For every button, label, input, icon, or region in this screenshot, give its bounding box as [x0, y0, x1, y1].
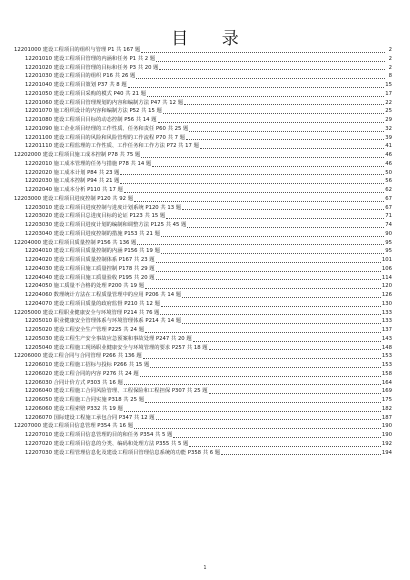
toc-entry-text: 12205030 建设工程生产安全事故应急预案和事故处理 P247 共 20 题 — [25, 335, 192, 342]
toc-entry-text: 12202020 施工成本计划 P84 共 23 题 — [25, 169, 120, 176]
toc-entry-text: 12201040 建设工程项目策划 P37 共 8 题 — [25, 82, 127, 88]
toc-entry-text: 12204000 建设工程项目质量控制 P156 共 136 题 — [14, 239, 137, 246]
toc-dot-leader — [156, 279, 381, 280]
toc-entry-text: 12201110 建设工程监理的工作性质、工作任务和工作方法 P72 共 17 题 — [25, 143, 199, 150]
toc-entry-page: 67 — [385, 195, 392, 202]
toc-entry-text: 12201030 建设工程项目的组织 P16 共 26 题 — [25, 73, 136, 80]
toc-dot-leader — [156, 271, 381, 272]
toc-section-row[interactable] — [14, 55, 392, 64]
toc-section-row[interactable] — [14, 177, 392, 186]
toc-entry-text: 12205040 建设工程施工现场职业健康安全与环境管理的要求 P257 共 18 题 — [25, 344, 208, 351]
toc-dot-leader — [134, 201, 384, 202]
toc-dot-leader — [143, 358, 381, 359]
toc-dot-leader — [187, 227, 384, 228]
toc-dot-leader — [182, 323, 381, 324]
toc-entry-text: 12204010 建设工程项目质量控制的内涵 P156 共 19 题 — [25, 248, 160, 255]
toc-dot-leader — [184, 104, 384, 105]
toc-section-row[interactable] — [14, 300, 392, 309]
toc-entry-page: 182 — [381, 405, 392, 412]
toc-entry-text: 12201100 建设工程项目的风险和风险管理的工作流程 P70 共 7 题 — [25, 134, 185, 141]
toc-dot-leader — [156, 61, 385, 62]
toc-section-row[interactable] — [14, 107, 392, 116]
toc-entry-page: 153 — [381, 362, 392, 368]
toc-entry-text: 12204060 数理统计方法在工程质量管理中的应用 P206 共 14 题 — [25, 292, 182, 298]
toc-dot-leader — [120, 183, 384, 184]
toc-entry-page: 25 — [385, 108, 392, 115]
toc-section-row[interactable] — [14, 90, 392, 99]
toc-section-row[interactable] — [14, 221, 392, 230]
page-title: 目 录 — [171, 29, 253, 49]
toc-section-row[interactable] — [14, 134, 392, 143]
toc-dot-leader — [189, 131, 384, 132]
toc-entry-text: 12205020 建设工程安全生产管理 P225 共 24 题 — [25, 327, 144, 333]
toc-section-row[interactable] — [14, 99, 392, 108]
toc-entry-page: 15 — [385, 82, 392, 88]
toc-entry-text: 12204070 建设工程项目质量的政府监督 P210 共 12 题 — [25, 300, 160, 307]
toc-entry-text: 12203020 建设工程项目总进度目标的论证 P123 共 15 题 — [25, 213, 166, 220]
toc-section-row[interactable] — [14, 317, 392, 326]
toc-dot-leader — [193, 341, 381, 342]
toc-dot-leader — [186, 139, 384, 140]
toc-dot-leader — [158, 122, 385, 123]
toc-section-row[interactable] — [14, 291, 392, 300]
toc-entry-page: 17 — [385, 90, 392, 97]
toc-entry-text: 12201060 建设工程项目管理规划的内容和编制方法 P47 共 12 题 — [25, 99, 183, 106]
toc-chapter-row[interactable] — [14, 151, 392, 160]
toc-entry-page: 2 — [388, 47, 392, 53]
toc-entry-page: 46 — [385, 152, 392, 158]
toc-entry-text: 12201050 建设工程项目采购的模式 P40 共 21 题 — [25, 90, 146, 97]
toc-section-row[interactable] — [14, 361, 392, 370]
page-number: 1 — [203, 565, 207, 571]
toc-dot-leader — [124, 411, 381, 412]
toc-entry-text: 12201010 建设工程项目管理的内涵和任务 P1 共 2 题 — [25, 55, 156, 62]
toc-entry-page: 192 — [381, 440, 392, 447]
toc-entry-text: 12204020 建设工程项目质量控制体系 P167 共 23 题 — [25, 257, 155, 263]
toc-entry-page: 190 — [381, 432, 392, 438]
toc-dot-leader — [173, 437, 380, 438]
toc-dot-leader — [163, 113, 384, 114]
toc-dot-leader — [124, 384, 381, 385]
table-of-contents — [14, 46, 392, 457]
toc-section-row[interactable] — [14, 405, 392, 414]
toc-section-row[interactable] — [14, 116, 392, 125]
toc-section-row[interactable] — [14, 125, 392, 134]
toc-entry-page: 133 — [381, 309, 392, 316]
toc-dot-leader — [200, 148, 384, 149]
toc-entry-text: 12207000 建设工程项目信息管理 P354 共 16 题 — [14, 423, 133, 430]
toc-section-row[interactable] — [14, 414, 392, 423]
toc-section-row[interactable] — [14, 335, 392, 344]
toc-entry-page: 8 — [388, 73, 392, 80]
toc-entry-page: 22 — [385, 99, 392, 106]
toc-dot-leader — [209, 393, 381, 394]
toc-entry-text: 12207010 建设工程项目信息管理的目的和任务 P354 共 5 题 — [25, 432, 173, 438]
toc-entry-page: 120 — [381, 283, 392, 290]
toc-section-row[interactable] — [14, 431, 392, 440]
toc-section-row[interactable] — [14, 449, 392, 458]
toc-dot-leader — [160, 314, 380, 315]
toc-entry-text: 12206050 建设工程施工合同实施 P318 共 25 题 — [25, 397, 144, 403]
toc-section-row[interactable] — [14, 370, 392, 379]
toc-chapter-row[interactable] — [14, 352, 392, 361]
toc-entry-text: 12201070 施工组织设计的内容和编制方法 P52 共 15 题 — [25, 108, 162, 115]
toc-entry-text: 12201000 建设工程项目的组织与管理 P1 共 167 题 — [14, 47, 141, 53]
toc-entry-page: 169 — [381, 388, 392, 395]
toc-entry-page: 95 — [385, 239, 392, 246]
toc-entry-text: 12206040 建设工程施工合同风险管理、工程保险和工程担保 P307 共 25 题 — [25, 388, 208, 395]
toc-dot-leader — [156, 419, 381, 420]
toc-entry-text: 12206000 建设工程合同与合同管理 P266 共 136 题 — [14, 353, 142, 360]
toc-section-row[interactable] — [14, 440, 392, 449]
toc-dot-leader — [141, 52, 385, 53]
toc-entry-text: 12203000 建设工程项目进度控制 P120 共 92 题 — [14, 195, 133, 202]
toc-dot-leader — [145, 332, 381, 333]
toc-entry-page: 143 — [381, 335, 392, 342]
toc-section-row[interactable] — [14, 142, 392, 151]
toc-section-row[interactable] — [14, 265, 392, 274]
toc-entry-page: 67 — [385, 204, 392, 211]
toc-entry-page: 114 — [381, 274, 392, 281]
toc-section-row[interactable] — [14, 387, 392, 396]
toc-entry-page: 148 — [381, 344, 392, 351]
toc-entry-page: 126 — [381, 292, 392, 298]
toc-chapter-row[interactable] — [14, 309, 392, 318]
toc-dot-leader — [147, 96, 384, 97]
toc-dot-leader — [182, 209, 384, 210]
toc-entry-text: 12206070 国际建设工程施工承包合同 P347 共 12 题 — [25, 414, 155, 421]
toc-dot-leader — [166, 218, 384, 219]
toc-entry-page: 137 — [381, 327, 392, 333]
toc-chapter-row[interactable] — [14, 195, 392, 204]
toc-entry-text: 12206010 建设工程施工招标与投标 P266 共 15 题 — [25, 362, 150, 368]
toc-section-row[interactable] — [14, 396, 392, 405]
toc-entry-page: 130 — [381, 300, 392, 307]
toc-entry-page: 2 — [388, 64, 392, 71]
toc-dot-leader — [161, 306, 381, 307]
toc-entry-page: 190 — [381, 423, 392, 430]
toc-entry-text: 12207030 建设工程管理信息化及建设工程项目管理信息系统的功能 P358 共 6 题 — [25, 449, 221, 456]
toc-entry-page: 62 — [385, 187, 392, 193]
toc-entry-text: 12201080 建设工程项目目标的动态控制 P56 共 14 题 — [25, 117, 157, 123]
toc-entry-text: 12205000 建设工程职业健康安全与环境管理 P214 共 76 题 — [14, 309, 160, 316]
toc-entry-page: 133 — [381, 318, 392, 325]
toc-dot-leader — [189, 446, 381, 447]
toc-entry-page: 29 — [385, 117, 392, 123]
toc-entry-text: 12201090 施工企业项目经理的工作性质、任务和责任 P60 共 25 题 — [25, 125, 189, 132]
toc-dot-leader — [134, 428, 381, 429]
toc-entry-text: 12201020 建设工程项目管理的目标和任务 P3 共 20 题 — [25, 64, 159, 71]
toc-dot-leader — [128, 87, 385, 88]
toc-entry-page: 90 — [385, 230, 392, 237]
toc-dot-leader — [159, 69, 385, 70]
toc-entry-page: 2 — [388, 55, 392, 62]
toc-entry-text: 12203030 建设工程项目进度计划的编制和调整方法 P125 共 45 题 — [25, 222, 187, 228]
toc-section-row[interactable] — [14, 326, 392, 335]
toc-section-row[interactable] — [14, 274, 392, 283]
toc-entry-text: 12204030 建设工程项目施工质量控制 P178 共 29 题 — [25, 265, 155, 272]
toc-dot-leader — [161, 253, 384, 254]
toc-entry-page: 95 — [385, 248, 392, 255]
toc-entry-page: 194 — [381, 449, 392, 456]
toc-section-row[interactable] — [14, 64, 392, 73]
toc-dot-leader — [145, 288, 381, 289]
toc-dot-leader — [150, 367, 381, 368]
toc-entry-page: 153 — [381, 353, 392, 360]
toc-dot-leader — [145, 402, 381, 403]
toc-section-row[interactable] — [14, 256, 392, 265]
toc-section-row[interactable] — [14, 212, 392, 221]
toc-section-row[interactable] — [14, 379, 392, 388]
toc-entry-page: 106 — [381, 265, 392, 272]
toc-section-row[interactable] — [14, 247, 392, 256]
toc-section-row[interactable] — [14, 160, 392, 169]
toc-dot-leader — [152, 166, 384, 167]
toc-entry-text: 12204040 建设工程项目施工质量验收 P195 共 20 题 — [25, 274, 155, 281]
toc-dot-leader — [141, 157, 384, 158]
toc-entry-page: 32 — [385, 125, 392, 132]
toc-entry-text: 12206060 建设工程索赔 P332 共 19 题 — [25, 405, 123, 412]
toc-entry-page: 101 — [381, 257, 392, 263]
toc-entry-page: 74 — [385, 222, 392, 228]
toc-entry-page: 50 — [385, 169, 392, 176]
toc-dot-leader — [161, 236, 384, 237]
toc-entry-text: 12206020 建设工程合同的内容 P276 共 24 题 — [25, 370, 139, 377]
toc-section-row[interactable] — [14, 282, 392, 291]
toc-dot-leader — [156, 262, 381, 263]
toc-dot-leader — [182, 297, 381, 298]
toc-entry-text: 12206030 合同计价方式 P303 共 16 题 — [25, 379, 123, 386]
toc-dot-leader — [221, 454, 381, 455]
toc-entry-text: 12202010 施工成本管理的任务与措施 P78 共 14 题 — [25, 160, 152, 167]
toc-entry-page: 187 — [381, 414, 392, 421]
toc-entry-page: 158 — [381, 370, 392, 377]
toc-section-row[interactable] — [14, 81, 392, 90]
toc-entry-text: 12202000 建设工程项目施工成本控制 P78 共 75 题 — [14, 152, 141, 158]
toc-entry-page: 46 — [385, 160, 392, 167]
toc-section-row[interactable] — [14, 230, 392, 239]
toc-section-row[interactable] — [14, 169, 392, 178]
toc-entry-text: 12205010 职业健康安全管理体系与环境管理体系 P214 共 14 题 — [25, 318, 182, 325]
toc-entry-page: 39 — [385, 134, 392, 141]
toc-section-row[interactable] — [14, 204, 392, 213]
toc-entry-text: 12202030 施工成本控制 P94 共 21 题 — [25, 178, 120, 185]
toc-entry-text: 12203040 建设工程项目进度控制的措施 P153 共 21 题 — [25, 230, 160, 237]
toc-dot-leader — [136, 78, 385, 79]
toc-entry-page: 56 — [385, 178, 392, 185]
toc-entry-page: 41 — [385, 143, 392, 150]
toc-dot-leader — [120, 174, 384, 175]
toc-entry-page: 71 — [385, 213, 392, 220]
toc-chapter-row[interactable] — [14, 46, 392, 55]
toc-entry-page: 175 — [381, 397, 392, 403]
toc-dot-leader — [137, 244, 384, 245]
toc-section-row[interactable] — [14, 72, 392, 81]
toc-chapter-row[interactable] — [14, 239, 392, 248]
toc-entry-page: 164 — [381, 379, 392, 386]
toc-entry-text: 12207020 建设工程项目信息的分类、编码和处理方法 P355 共 5 题 — [25, 440, 189, 447]
toc-dot-leader — [124, 192, 384, 193]
toc-section-row[interactable] — [14, 186, 392, 195]
toc-section-row[interactable] — [14, 344, 392, 353]
toc-dot-leader — [209, 349, 381, 350]
toc-chapter-row[interactable] — [14, 422, 392, 431]
toc-dot-leader — [140, 376, 381, 377]
toc-entry-text: 12202040 施工成本分析 P110 共 17 题 — [25, 187, 123, 193]
toc-entry-text: 12204050 施工质量不合格的处理 P200 共 19 题 — [25, 283, 144, 290]
toc-entry-text: 12203010 建设工程项目进度控制与进度计划系统 P120 共 13 题 — [25, 204, 182, 211]
